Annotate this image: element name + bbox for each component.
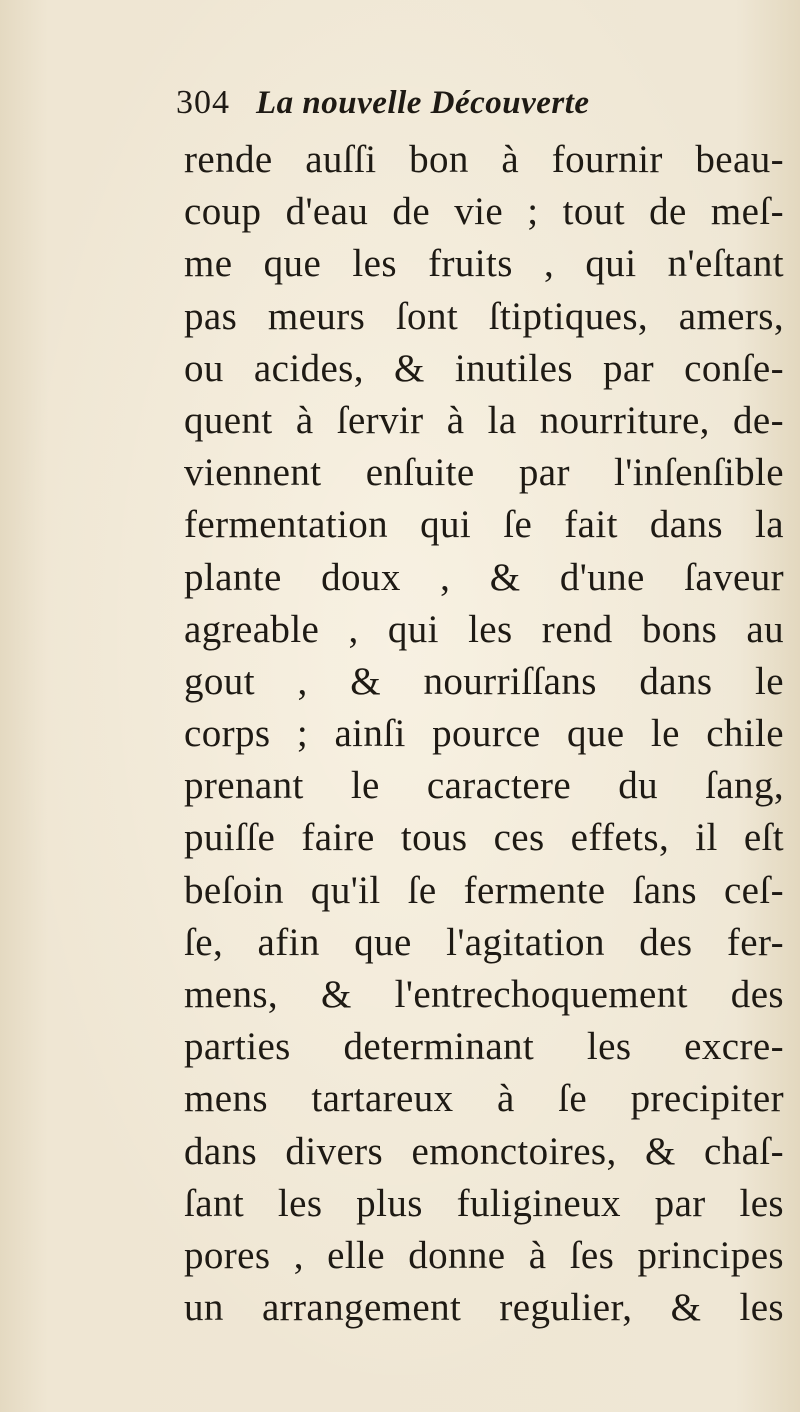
text-line: coup d'eau de vie ; tout de meſ- [184, 190, 784, 234]
text-line: pas meurs ſont ſtiptiques, amers, [184, 294, 784, 338]
text-line: rende auſſi bon à fournir beau- [184, 138, 784, 181]
body-text [184, 134, 784, 1334]
text-line: beſoin qu'il ſe fermente ſans ceſ- [184, 868, 784, 912]
text-line: un arrangement regulier, & les [184, 1286, 784, 1330]
text-line: mens, & l'entrechoquement des [184, 973, 784, 1016]
page-number: 304 [176, 84, 230, 121]
text-line: ſant les plus fuligineux par les [184, 1181, 784, 1225]
running-title: La nouvelle Découverte [256, 85, 590, 121]
text-line: corps ; ainſi pource que le chile [184, 712, 784, 756]
text-line: parties determinant les excre- [184, 1025, 784, 1069]
text-line: agreable , qui les rend bons au [184, 607, 784, 651]
text-line: ſe, afin que l'agitation des fer- [184, 920, 784, 964]
text-line: fermentation qui ſe fait dans la [184, 503, 784, 547]
text-line: prenant le caractere du ſang, [184, 764, 784, 808]
text-line: mens tartareux à ſe precipiter [184, 1077, 784, 1121]
text-line: quent à ſervir à la nourriture, de- [184, 398, 784, 442]
text-line: puiſſe faire tous ces effets, il eſt [184, 816, 784, 860]
text-line: dans divers emonctoires, & chaſ- [184, 1129, 784, 1173]
text-line: pores , elle donne à ſes principes [184, 1233, 784, 1277]
text-line: gout , & nourriſſans dans le [184, 659, 784, 703]
text-line: viennent enſuite par l'inſenſible [184, 451, 784, 495]
text-line: plante doux , & d'une ſaveur [184, 555, 784, 599]
text-line: ou acides, & inutiles par conſe- [184, 346, 784, 390]
page-header [176, 84, 776, 132]
text-line: me que les fruits , qui n'eſtant [184, 242, 784, 286]
